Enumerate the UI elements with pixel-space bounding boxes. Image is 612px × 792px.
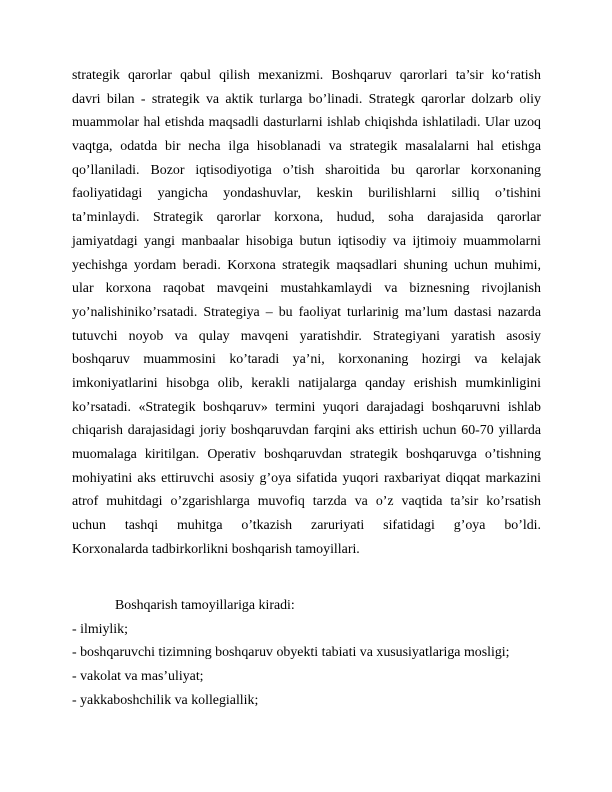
paragraph-line: uchun tashqi muhitga o’tkazish zaruriyati sifatidagi g’oya bo’ldi. — [72, 518, 541, 534]
paragraph-line: ta’minlaydi. Strategik qarorlar korxona, hudud, soha darajasida qarorlar — [72, 210, 541, 226]
body-paragraph — [72, 64, 541, 561]
paragraph-line: mohiyatini aks ettiruvchi asosiy g’oya sifatida yuqori raxbariyat diqqat markazini — [72, 470, 541, 486]
principles-list — [72, 594, 541, 712]
paragraph-line: strategik qarorlar qabul qilish mexanizmi. Boshqaruv qarorlari ta’sir ko‘ratish — [72, 68, 541, 83]
paragraph-line: davri bilan - strategik va aktik turlarga bo’linadi. Strategk qarorlar dolzarb oliy — [72, 91, 541, 107]
paragraph-line: vaqtga, odatda bir necha ilga hisoblanadi va strategik masalalarni hal etishga — [72, 139, 541, 155]
section-title-line: Korxonalarda tadbirkorlikni boshqarish tamoyillari. — [72, 541, 360, 557]
paragraph-line: ular korxona raqobat mavqeini mustahkamlaydi va biznesning rivojlanish — [72, 281, 541, 297]
paragraph-line: imkoniyatlarini hisobga olib, kerakli natijalarga qanday erishish mumkinligini — [72, 375, 541, 391]
paragraph-line: yo’nalishiniko’rsatadi. Strategiya – bu faoliyat turlarinig ma’lum dastasi nazarda — [72, 304, 541, 320]
list-item: - boshqaruvchi tizimning boshqaruv obyekti tabiati va xususiyatlariga mosligi; — [72, 645, 510, 661]
list-item: - vakolat va mas’uliyat; — [72, 669, 204, 685]
list-heading: Boshqarish tamoyillariga kiradi: — [115, 598, 295, 613]
paragraph-line: yechishga yordam beradi. Korxona strategik maqsadlari shuning uchun muhimi, — [72, 257, 541, 273]
paragraph-line: muomalaga kiritilgan. Operativ boshqaruvdan strategik boshqaruvga o’tishning — [72, 447, 541, 462]
paragraph-line: atrof muhitdagi o’zgarishlarga muvofiq tarzda va o’z vaqtida ta’sir ko’rsatish — [72, 494, 541, 510]
paragraph-line: tutuvchi noyob va qulay mavqeni yaratishdir. Strategiyani yaratish asosiy — [72, 328, 541, 344]
paragraph-line: boshqaruv muammosini ko’taradi ya’ni, korxonaning hozirgi va kelajak — [72, 352, 541, 368]
paragraph-line: faoliyatidagi yangicha yondashuvlar, keskin burilishlarni silliq o’tishini — [72, 186, 541, 202]
paragraph-line: chiqarish darajasidagi joriy boshqaruvdan farqini aks ettirish uchun 60-70 yillarda — [72, 423, 541, 439]
paragraph-line: ko’rsatadi. «Strategik boshqaruv» termini yuqori darajadagi boshqaruvni ishlab — [72, 399, 541, 415]
list-item: - yakkaboshchilik va kollegiallik; — [72, 692, 259, 708]
paragraph-line: jamiyatdagi yangi manbaalar hisobiga butun iqtisodiy va ijtimoiy muammolarni — [72, 233, 541, 249]
paragraph-line: qo’llaniladi. Bozor iqtisodiyotiga o’tish sharoitida bu qarorlar korxonaning — [72, 162, 541, 178]
paragraph-line: muammolar hal etishda maqsadli dasturlarni ishlab chiqishda ishlatiladi. Ular uzoq — [72, 115, 541, 131]
list-item: - ilmiylik; — [72, 621, 128, 637]
